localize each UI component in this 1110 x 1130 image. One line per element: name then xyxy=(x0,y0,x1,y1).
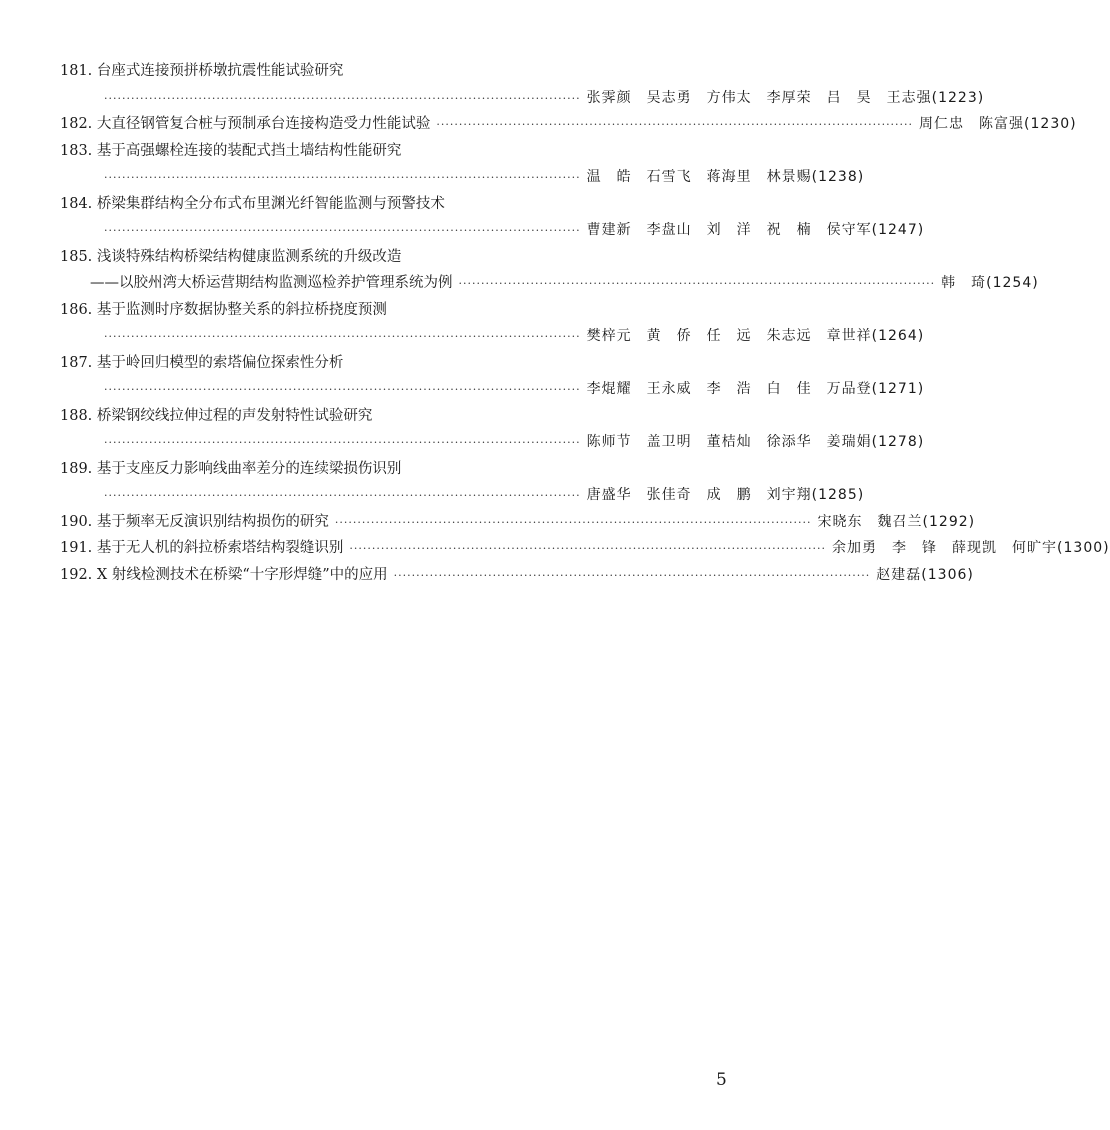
entry-authors: 赵建磊(1306) xyxy=(876,566,974,583)
leader-dots: ·········································································································· xyxy=(104,224,581,237)
page-number: 5 xyxy=(716,1070,727,1090)
entry-title: 189. 基于支座反力影响线曲率差分的连续梁损伤识别 xyxy=(60,460,402,477)
leader-dots: ·········································································································· xyxy=(436,118,914,131)
toc-entry-authors-line xyxy=(60,164,865,191)
entry-authors: 余加勇 李 锋 薛现凯 何旷宇(1300) xyxy=(832,540,1110,556)
leader-dots: ·········································································································· xyxy=(104,436,581,449)
leader-dots: ·········································································································· xyxy=(349,542,827,555)
entry-title: 184. 桥梁集群结构全分布式布里渊光纤智能监测与预警技术 xyxy=(60,195,445,212)
leader-dots: ·········································································································· xyxy=(104,91,581,105)
entry-title: 187. 基于岭回归模型的索塔偏位探索性分析 xyxy=(60,354,344,371)
entry-title: 181. 台座式连接预拼桥墩抗震性能试验研究 xyxy=(60,63,344,79)
toc-entry-authors-line xyxy=(60,429,925,456)
entry-authors: 樊梓元 黄 侨 任 远 朱志远 章世祥(1264) xyxy=(586,328,925,344)
entry-title: 188. 桥梁钢绞线拉伸过程的声发射特性试验研究 xyxy=(60,407,373,424)
entry-title: 191. 基于无人机的斜拉桥索塔结构裂缝识别 xyxy=(60,540,344,556)
entry-authors: 周仁忠 陈富强(1230) xyxy=(919,116,1077,132)
toc-entry-authors-line xyxy=(60,85,985,112)
entry-title: 182. 大直径钢管复合桩与预制承台连接构造受力性能试验 xyxy=(60,116,431,132)
toc-entry xyxy=(60,562,974,589)
leader-dots: ·········································································································· xyxy=(104,171,581,184)
toc-entry xyxy=(60,111,1077,138)
entry-authors: 曹建新 李盘山 刘 洋 祝 楠 侯守军(1247) xyxy=(586,222,925,238)
entry-authors: 陈师节 盖卫明 董桔灿 徐添华 姜瑞娟(1278) xyxy=(586,434,925,450)
leader-dots: ·········································································································· xyxy=(334,515,812,529)
toc-entry xyxy=(60,509,976,536)
toc-entry-authors-line xyxy=(60,376,925,403)
toc-entry-title xyxy=(60,297,730,324)
entry-title: 190. 基于频率无反演识别结构损伤的研究 xyxy=(60,513,329,530)
entry-title: 192. X 射线检测技术在桥梁“十字形焊缝”中的应用 xyxy=(60,566,388,583)
entry-authors: 张霁颜 吴志勇 方伟太 李厚荣 吕 昊 王志强(1223) xyxy=(586,89,985,106)
toc-entry-title xyxy=(60,191,730,218)
entry-authors: 温 皓 石雪飞 蒋海里 林景赐(1238) xyxy=(586,169,865,185)
toc-entry-title xyxy=(60,456,730,483)
entry-authors: 唐盛华 张佳奇 成 鹏 刘宇翔(1285) xyxy=(586,487,865,503)
toc-entry xyxy=(60,535,1110,562)
entry-subtitle: ——以胶州湾大桥运营期结构监测巡检养护管理系统为例 xyxy=(90,275,453,291)
toc-entry-title xyxy=(60,350,730,377)
entry-title: 186. 基于监测时序数据协整关系的斜拉桥挠度预测 xyxy=(60,301,387,318)
leader-dots: ·········································································································· xyxy=(458,277,936,290)
toc-entry-authors-line xyxy=(60,217,925,244)
toc-entry-authors-line xyxy=(60,482,865,509)
entry-title: 185. 浅谈特殊结构桥梁结构健康监测系统的升级改造 xyxy=(60,248,402,265)
entry-authors: 李焜耀 王永威 李 浩 白 佳 万品登(1271) xyxy=(586,381,925,397)
entry-authors: 宋晓东 魏召兰(1292) xyxy=(817,513,976,530)
leader-dots: ·········································································································· xyxy=(393,568,871,582)
toc-entry-authors-line xyxy=(60,323,925,350)
toc-entry-subtitle-line xyxy=(60,270,1039,297)
toc-entry-title xyxy=(60,138,730,165)
table-of-contents xyxy=(60,58,1110,588)
toc-entry-title xyxy=(60,244,730,271)
leader-dots: ·········································································································· xyxy=(104,330,581,343)
leader-dots: ·········································································································· xyxy=(104,489,581,502)
toc-entry-title xyxy=(60,403,730,430)
entry-authors: 韩 琦(1254) xyxy=(941,275,1039,291)
leader-dots: ·········································································································· xyxy=(104,383,581,396)
toc-entry-title xyxy=(60,58,730,85)
entry-title: 183. 基于高强螺栓连接的装配式挡土墙结构性能研究 xyxy=(60,142,402,159)
